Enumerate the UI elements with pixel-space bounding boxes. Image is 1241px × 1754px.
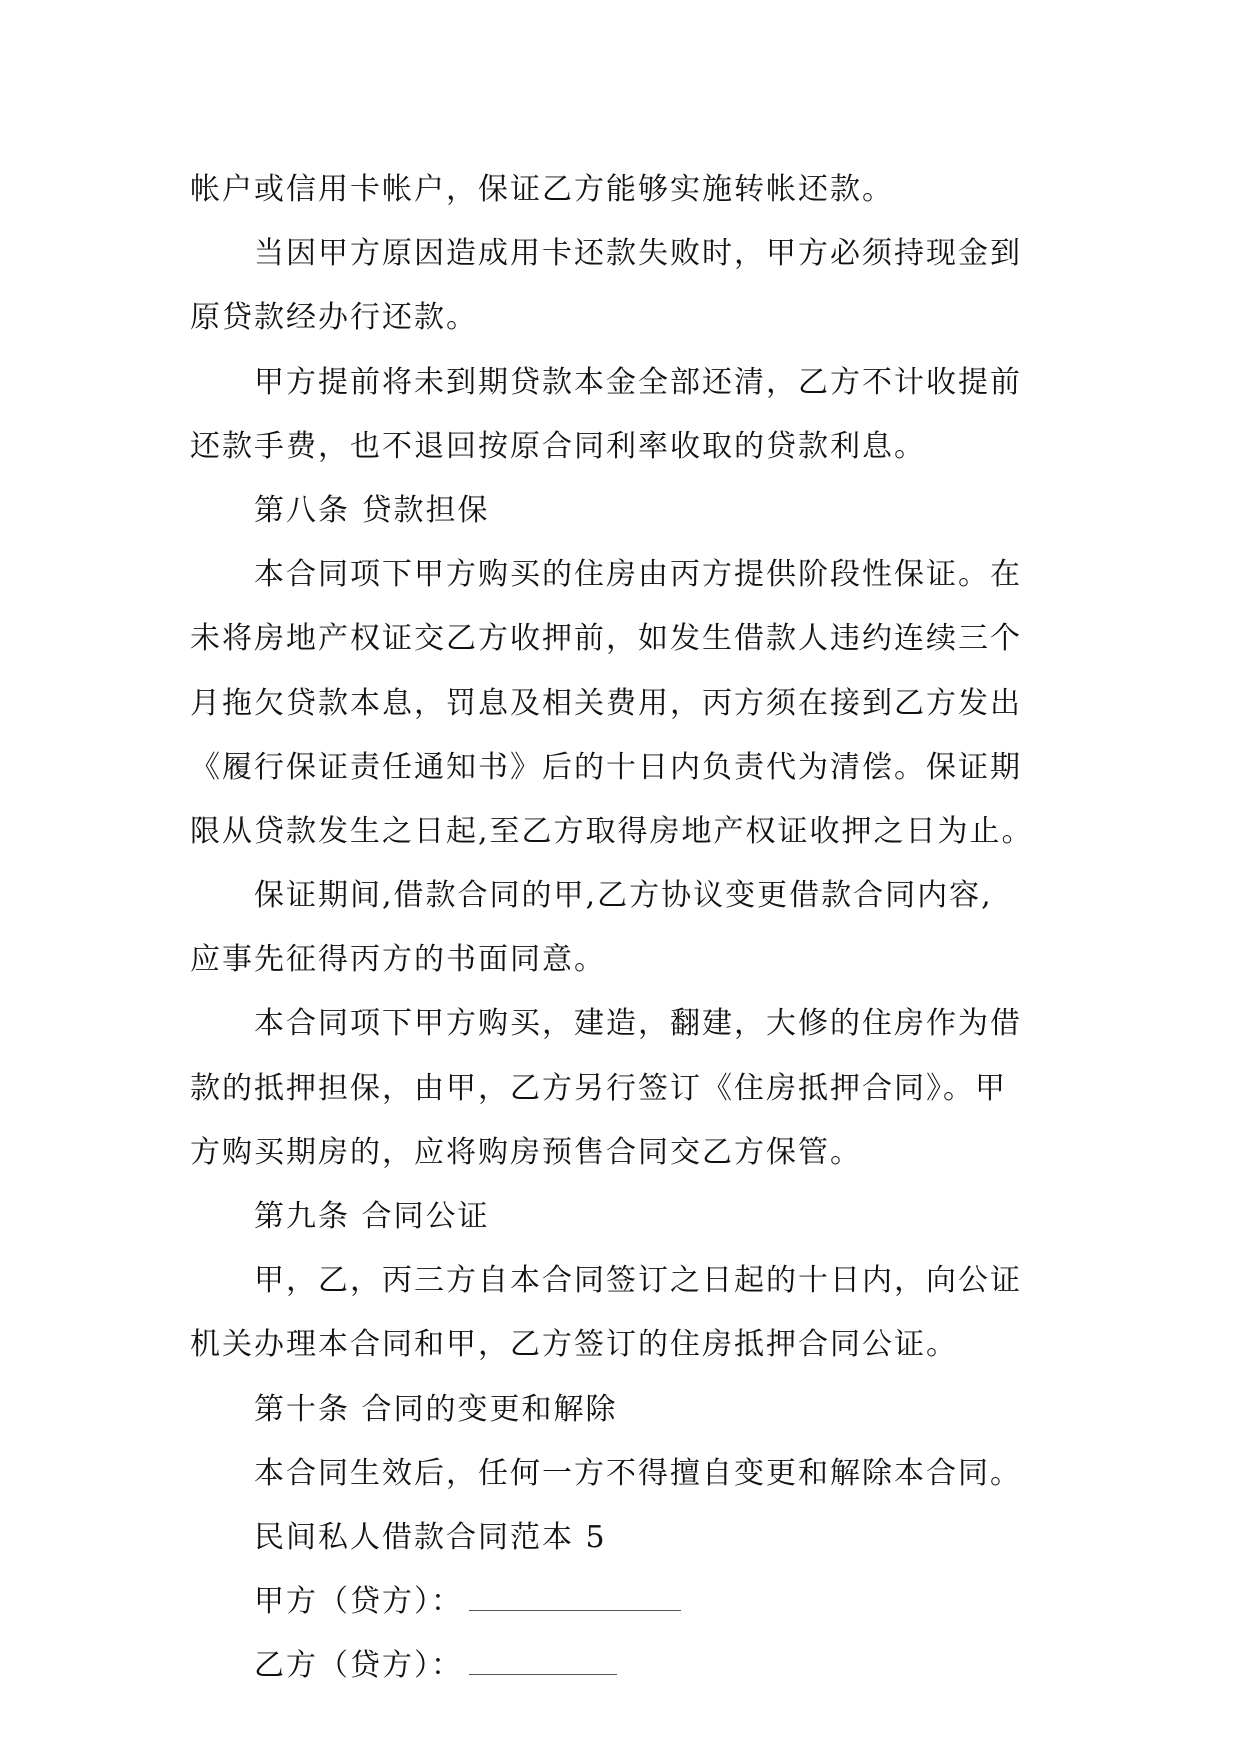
paragraph-line: 原贷款经办行还款。 [190, 300, 478, 336]
paragraph-line: 保证期间,借款合同的甲,乙方协议变更借款合同内容, [254, 878, 993, 914]
article-heading: 第九条 合同公证 [254, 1199, 490, 1234]
paragraph-line: 帐户或信用卡帐户，保证乙方能够实施转帐还款。 [190, 172, 894, 207]
party-a-line [190, 1570, 1060, 1634]
paragraph-line: 款的抵押担保，由甲，乙方另行签订《住房抵押合同》。甲 [190, 1070, 1007, 1106]
document-body [190, 158, 1060, 1699]
party-b-label: 乙方（贷方）： [254, 1648, 463, 1684]
paragraph-line: 方购买期房的，应将购房预售合同交乙方保管。 [190, 1134, 862, 1170]
party-b-line [190, 1634, 1060, 1698]
paragraph-line: 还款手费，也不退回按原合同利率收取的贷款利息。 [190, 428, 926, 464]
paragraph-line: 月拖欠贷款本息，罚息及相关费用，丙方须在接到乙方发出 [190, 685, 1022, 721]
article-heading: 第八条 贷款担保 [254, 492, 490, 528]
party-a-blank [469, 1588, 681, 1611]
paragraph-line: 本合同项下甲方购买的住房由丙方提供阶段性保证。在 [254, 557, 1022, 593]
paragraph-line: 本合同项下甲方购买，建造，翻建，大修的住房作为借 [254, 1006, 1022, 1042]
paragraph-line: 当因甲方原因造成用卡还款失败时，甲方必须持现金到 [254, 236, 1022, 272]
paragraph-line: 限从贷款发生之日起,至乙方取得房地产权证收押之日为止。 [190, 813, 1034, 849]
party-a-label: 甲方（贷方）： [254, 1584, 463, 1620]
paragraph-line: 甲方提前将未到期贷款本金全部还清，乙方不计收提前 [254, 364, 1022, 400]
paragraph-line: 本合同生效后，任何一方不得擅自变更和解除本合同。 [254, 1455, 1022, 1491]
article-heading: 第十条 合同的变更和解除 [254, 1391, 618, 1427]
paragraph-line: 《履行保证责任通知书》后的十日内负责代为清偿。保证期 [190, 749, 1022, 785]
paragraph-line: 机关办理本合同和甲，乙方签订的住房抵押合同公证。 [190, 1327, 958, 1363]
paragraph-line: 应事先征得丙方的书面同意。 [190, 942, 606, 978]
paragraph-line: 甲，乙，丙三方自本合同签订之日起的十日内，向公证 [254, 1263, 1022, 1299]
template-title: 民间私人借款合同范本 5 [254, 1519, 607, 1555]
party-b-blank [469, 1652, 617, 1675]
paragraph-line: 未将房地产权证交乙方收押前，如发生借款人违约连续三个 [190, 621, 1022, 657]
